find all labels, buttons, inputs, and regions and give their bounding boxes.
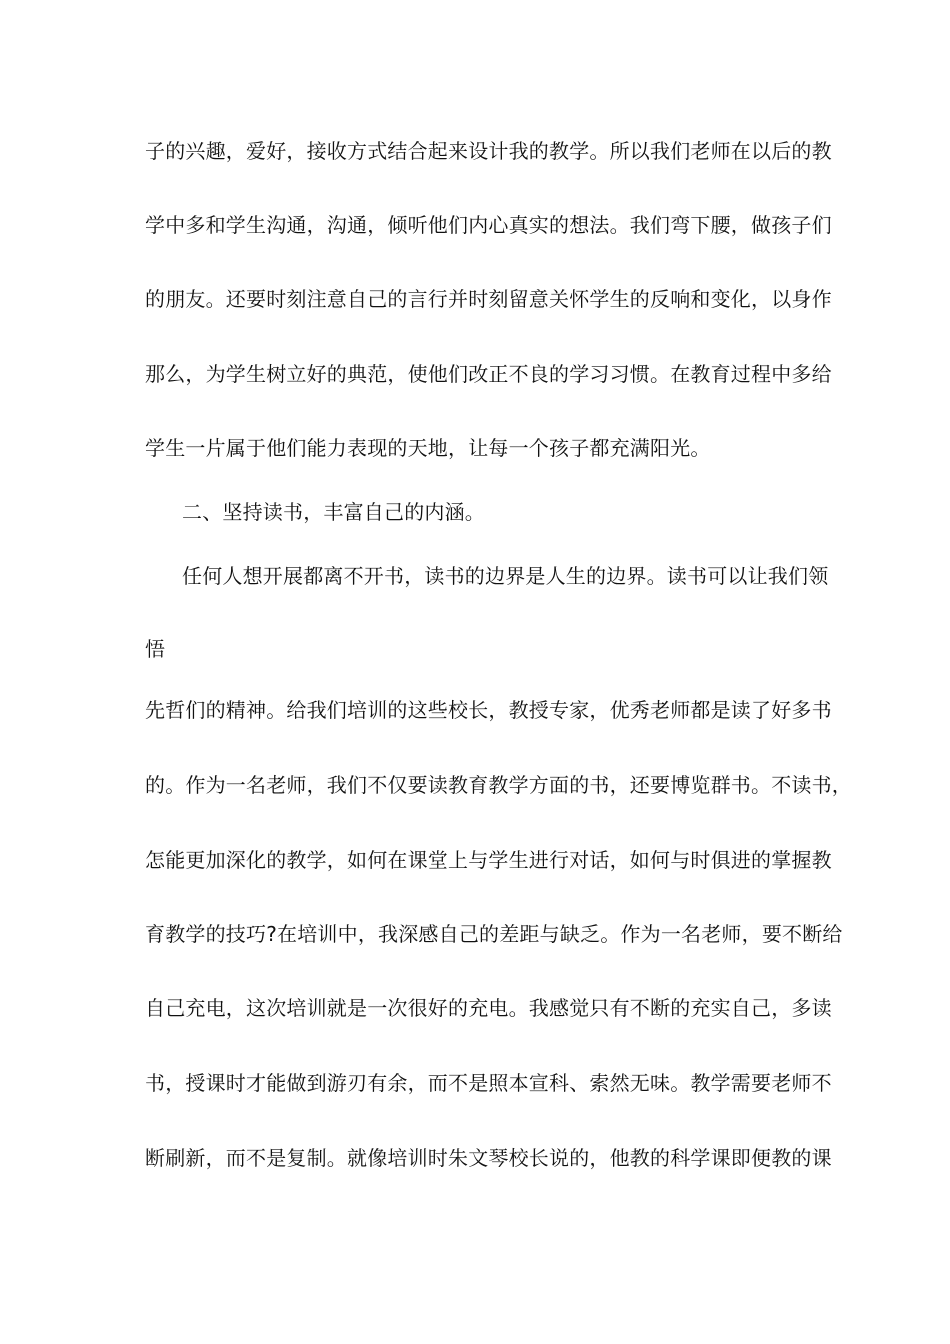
paragraph-line: 怎能更加深化的教学，如何在课堂上与学生进行对话，如何与时俱进的掌握教 <box>145 848 832 872</box>
paragraph-line: 任何人想开展都离不开书，读书的边界是人生的边界。读书可以让我们领 <box>182 564 829 588</box>
paragraph-line: 书，授课时才能做到游刃有余，而不是照本宣科、索然无味。教学需要老师不 <box>145 1071 832 1095</box>
paragraph-line: 悟 <box>145 637 166 661</box>
paragraph-line: 学生一片属于他们能力表现的天地，让每一个孩子都充满阳光。 <box>145 436 711 460</box>
section-heading: 二、坚持读书，丰富自己的内涵。 <box>182 500 485 524</box>
paragraph-line: 子的兴趣，爱好，接收方式结合起来设计我的教学。所以我们老师在以后的教 <box>145 139 832 163</box>
paragraph-line: 那么，为学生树立好的典范，使他们改正不良的学习习惯。在教育过程中多给 <box>145 362 832 386</box>
paragraph-line: 学中多和学生沟通，沟通，倾听他们内心真实的想法。我们弯下腰，做孩子们 <box>145 213 832 237</box>
paragraph-line: 的。作为一名老师，我们不仅要读教育教学方面的书，还要博览群书。不读书， <box>145 773 852 797</box>
paragraph-line: 的朋友。还要时刻注意自己的言行并时刻留意关怀学生的反响和变化，以身作 <box>145 287 832 311</box>
paragraph-line: 育教学的技巧?在培训中，我深感自己的差距与缺乏。作为一名老师，要不断给 <box>145 922 843 946</box>
paragraph-line: 自己充电，这次培训就是一次很好的充电。我感觉只有不断的充实自己，多读 <box>145 996 832 1020</box>
paragraph-line: 断刷新，而不是复制。就像培训时朱文琴校长说的，他教的科学课即便教的课 <box>145 1146 832 1170</box>
paragraph-line: 先哲们的精神。给我们培训的这些校长，教授专家，优秀老师都是读了好多书 <box>145 698 832 722</box>
